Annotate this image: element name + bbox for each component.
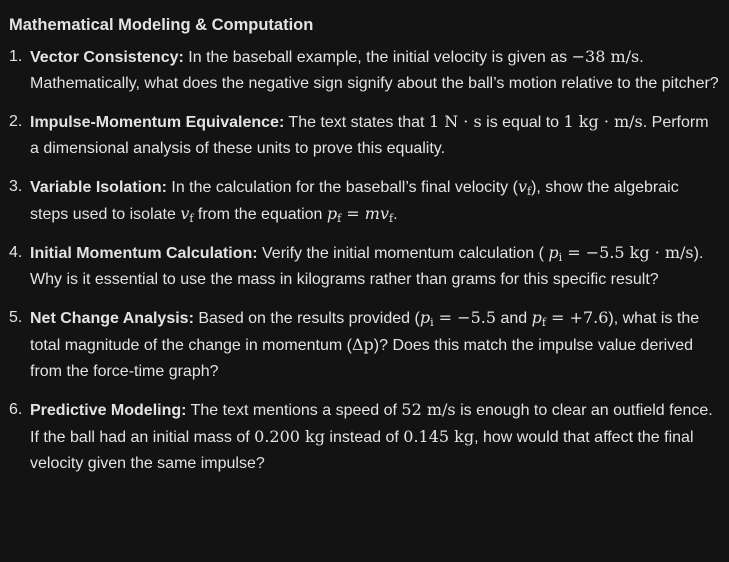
math-variable: p xyxy=(548,243,559,262)
math-operator: = xyxy=(341,204,365,223)
math-expression xyxy=(532,308,609,327)
question-title: Variable Isolation: xyxy=(30,179,167,196)
question-number: 6. xyxy=(9,401,23,418)
question-number: 5. xyxy=(9,309,23,326)
question-text: . Mathematically, what does the negative sign signify about the ball’s motion relative to the pitcher? xyxy=(30,49,719,92)
math-subscript: f xyxy=(389,212,394,225)
question-text: ), show the algebraic steps used to isolate xyxy=(30,179,679,223)
question-text: In the calculation for the baseball’s final velocity ( xyxy=(171,179,518,196)
question-text: Based on the results provided ( xyxy=(198,310,420,327)
math-variable: v xyxy=(180,204,190,223)
question-text: The text mentions a speed of xyxy=(190,402,397,419)
question-text: instead of xyxy=(329,429,399,446)
question-title: Vector Consistency: xyxy=(30,49,184,66)
question-item-5 xyxy=(9,305,721,385)
math-expression xyxy=(548,243,693,262)
math-subscript: i xyxy=(430,316,434,329)
question-title: Initial Momentum Calculation: xyxy=(30,245,258,262)
math-variable: p xyxy=(531,308,542,327)
question-text: and xyxy=(500,310,528,327)
question-number: 1. xyxy=(9,48,23,65)
math-equation xyxy=(327,204,393,223)
math-variable: p xyxy=(326,204,338,223)
question-text: is enough to clear an outfield fence. If the ball had an initial mass of xyxy=(30,402,713,446)
math-expression: −38 m/s xyxy=(571,47,640,66)
question-title: Impulse-Momentum Equivalence: xyxy=(30,114,285,131)
question-number: 4. xyxy=(9,244,23,261)
question-item-4 xyxy=(9,240,721,293)
question-text: In the baseball example, the initial velocity is given as xyxy=(188,49,568,66)
math-expression xyxy=(180,204,193,223)
question-item-3 xyxy=(9,174,721,228)
math-expression: 0.145 kg xyxy=(403,427,475,446)
section-heading: Mathematical Modeling & Computation xyxy=(9,16,314,34)
math-subscript: f xyxy=(337,212,342,225)
math-subscript: f xyxy=(189,212,194,225)
math-variable: mv xyxy=(364,204,390,223)
question-number: 2. xyxy=(9,113,23,130)
math-value: = −5.5 xyxy=(433,308,497,327)
question-text: Verify the initial momentum calculation ( xyxy=(262,245,544,262)
question-list xyxy=(9,44,721,477)
math-subscript: f xyxy=(541,316,546,329)
math-expression: 1 kg · m/s xyxy=(563,112,643,131)
math-value: = −5.5 kg · m/s xyxy=(562,243,694,262)
question-text: , how would that affect the final velocity given the same impulse? xyxy=(30,429,694,472)
math-value: = +7.6 xyxy=(545,308,609,327)
question-title: Net Change Analysis: xyxy=(30,310,194,327)
question-text: from the equation xyxy=(197,206,323,223)
question-number: 3. xyxy=(9,178,23,195)
question-item-1 xyxy=(9,44,721,97)
question-item-2 xyxy=(9,109,721,162)
math-variable: v xyxy=(517,177,527,196)
math-expression: 1 N · s xyxy=(428,112,482,131)
question-text: ), what is the total magnitude of the change in momentum ( xyxy=(30,310,700,354)
math-variable: p xyxy=(419,308,431,327)
math-subscript: f xyxy=(527,185,532,198)
math-subscript: i xyxy=(558,251,563,264)
question-text: is equal to xyxy=(486,114,560,131)
math-expression: 52 m/s xyxy=(401,400,456,419)
math-expression: Δp xyxy=(351,335,374,354)
question-text: . xyxy=(393,206,398,223)
math-expression xyxy=(420,308,496,327)
question-text: The text states that xyxy=(288,114,425,131)
question-text: )? Does this match the impulse value derived from the force-time graph? xyxy=(30,337,694,380)
question-title: Predictive Modeling: xyxy=(30,402,187,419)
math-expression xyxy=(518,177,531,196)
question-item-6 xyxy=(9,397,721,477)
question-text: . Perform a dimensional analysis of these units to prove this equality. xyxy=(30,114,709,157)
question-text: ). Why is it essential to use the mass in kilograms rather than grams for this specific result? xyxy=(30,245,704,288)
math-expression: 0.200 kg xyxy=(254,427,325,446)
